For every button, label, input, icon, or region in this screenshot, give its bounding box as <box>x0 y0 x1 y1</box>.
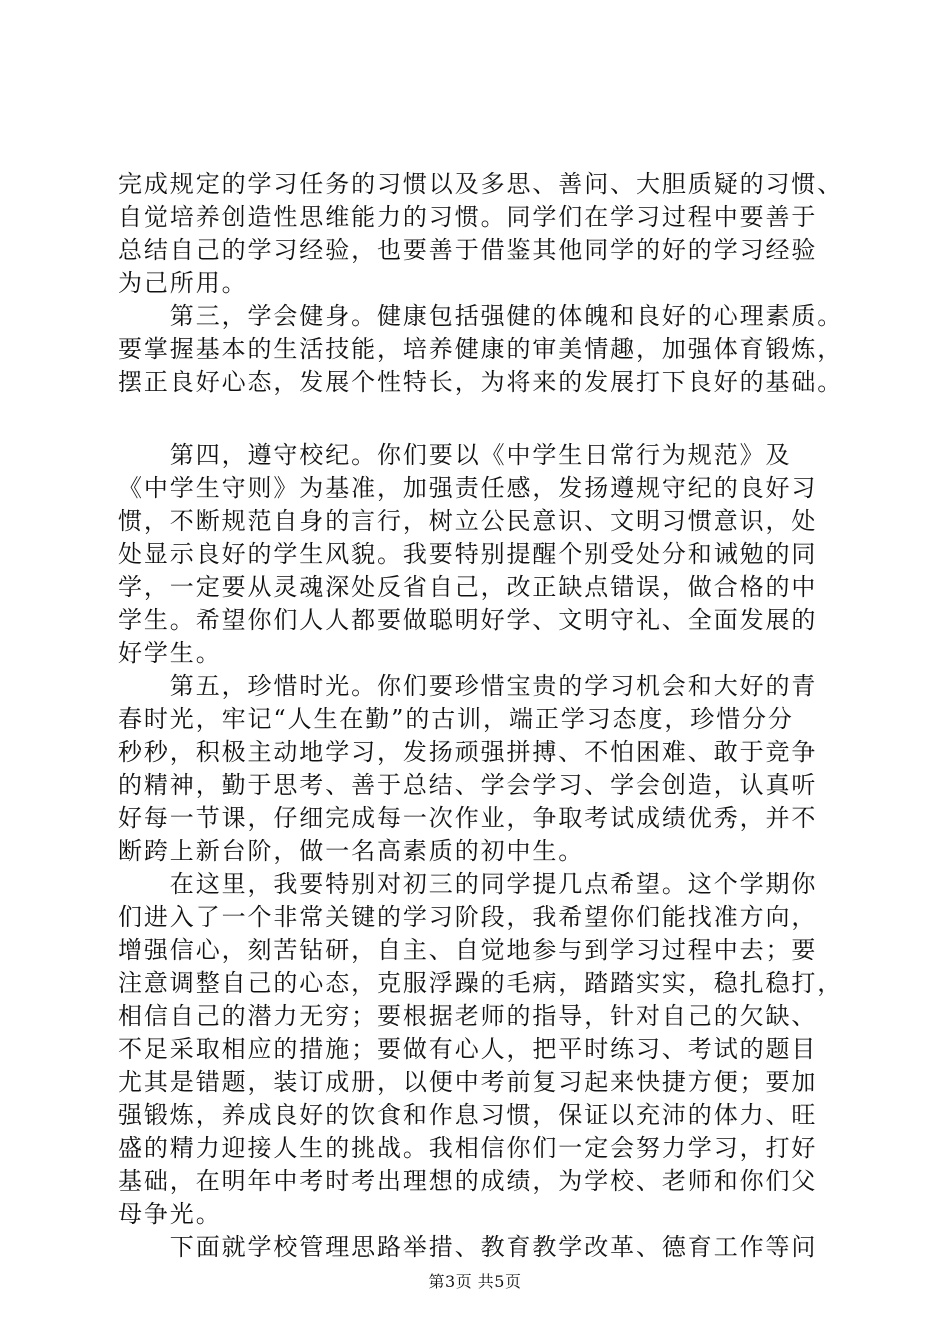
paragraph-block-a <box>118 168 844 399</box>
text-line: 基础，在明年中考时考出理想的成绩，为学校、老师和你们父 <box>118 1167 818 1195</box>
text-line: 《中学生守则》为基准，加强责任感，发扬遵规守纪的良好习 <box>118 474 818 502</box>
text-line: 增强信心，刻苦钻研，自主、自觉地参与到学习过程中去；要 <box>118 936 818 964</box>
text-line: 春时光，牢记“人生在勤”的古训，端正学习态度，珍惜分分 <box>118 705 794 733</box>
text-line: 第三，学会健身。健康包括强健的体魄和良好的心理素质。 <box>118 302 844 330</box>
text-line: 摆正良好心态，发展个性特长，为将来的发展打下良好的基础。 <box>118 368 844 396</box>
page-number-footer: 第3页 共5页 <box>428 1272 522 1291</box>
text-line: 学生。希望你们人人都要做聪明好学、文明守礼、全面发展的 <box>118 606 818 634</box>
document-body <box>118 168 844 1264</box>
text-line: 第四，遵守校纪。你们要以《中学生日常行为规范》及 <box>118 441 792 469</box>
text-line: 秒秒，积极主动地学习，发扬顽强拼搏、不怕困难、敢于竞争 <box>118 738 818 766</box>
text-line: 学，一定要从灵魂深处反省自己，改正缺点错误，做合格的中 <box>118 573 818 601</box>
text-line: 断跨上新台阶，做一名高素质的初中生。 <box>118 837 585 865</box>
text-line: 自觉培养创造性思维能力的习惯。同学们在学习过程中要善于 <box>118 203 818 231</box>
text-line: 强锻炼，养成良好的饮食和作息习惯，保证以充沛的体力、旺 <box>118 1101 818 1129</box>
text-line: 惯，不断规范自身的言行，树立公民意识、文明习惯意识，处 <box>118 507 818 535</box>
text-line: 下面就学校管理思路举措、教育教学改革、德育工作等问 <box>118 1233 818 1261</box>
text-line: 相信自己的潜力无穷；要根据老师的指导，针对自己的欠缺、 <box>118 1002 818 1030</box>
text-line: 好学生。 <box>118 639 222 667</box>
paragraph-gap <box>118 399 836 439</box>
text-line: 们进入了一个非常关键的学习阶段，我希望你们能找准方向， <box>118 903 818 931</box>
text-line: 为己所用。 <box>118 269 248 297</box>
text-line: 第五，珍惜时光。你们要珍惜宝贵的学习机会和大好的青 <box>118 672 818 700</box>
text-line: 母争光。 <box>118 1200 222 1228</box>
text-line: 在这里，我要特别对初三的同学提几点希望。这个学期你 <box>118 870 818 898</box>
paragraph-block-b <box>118 439 844 1264</box>
text-line: 要掌握基本的生活技能，培养健康的审美情趣，加强体育锻炼， <box>118 335 844 363</box>
text-line: 盛的精力迎接人生的挑战。我相信你们一定会努力学习，打好 <box>118 1134 818 1162</box>
text-line: 的精神，勤于思考、善于总结、学会学习、学会创造，认真听 <box>118 771 818 799</box>
text-line: 完成规定的学习任务的习惯以及多思、善问、大胆质疑的习惯、 <box>118 170 844 198</box>
text-line: 总结自己的学习经验，也要善于借鉴其他同学的好的学习经验 <box>118 236 818 264</box>
text-line: 注意调整自己的心态，克服浮躁的毛病，踏踏实实，稳扎稳打， <box>118 969 844 997</box>
text-line: 尤其是错题，装订成册，以便中考前复习起来快捷方便；要加 <box>118 1068 818 1096</box>
text-line: 好每一节课，仔细完成每一次作业，争取考试成绩优秀，并不 <box>118 804 818 832</box>
text-line: 不足采取相应的措施；要做有心人，把平时练习、考试的题目 <box>118 1035 818 1063</box>
text-line: 处显示良好的学生风貌。我要特别提醒个别受处分和诫勉的同 <box>118 540 818 568</box>
